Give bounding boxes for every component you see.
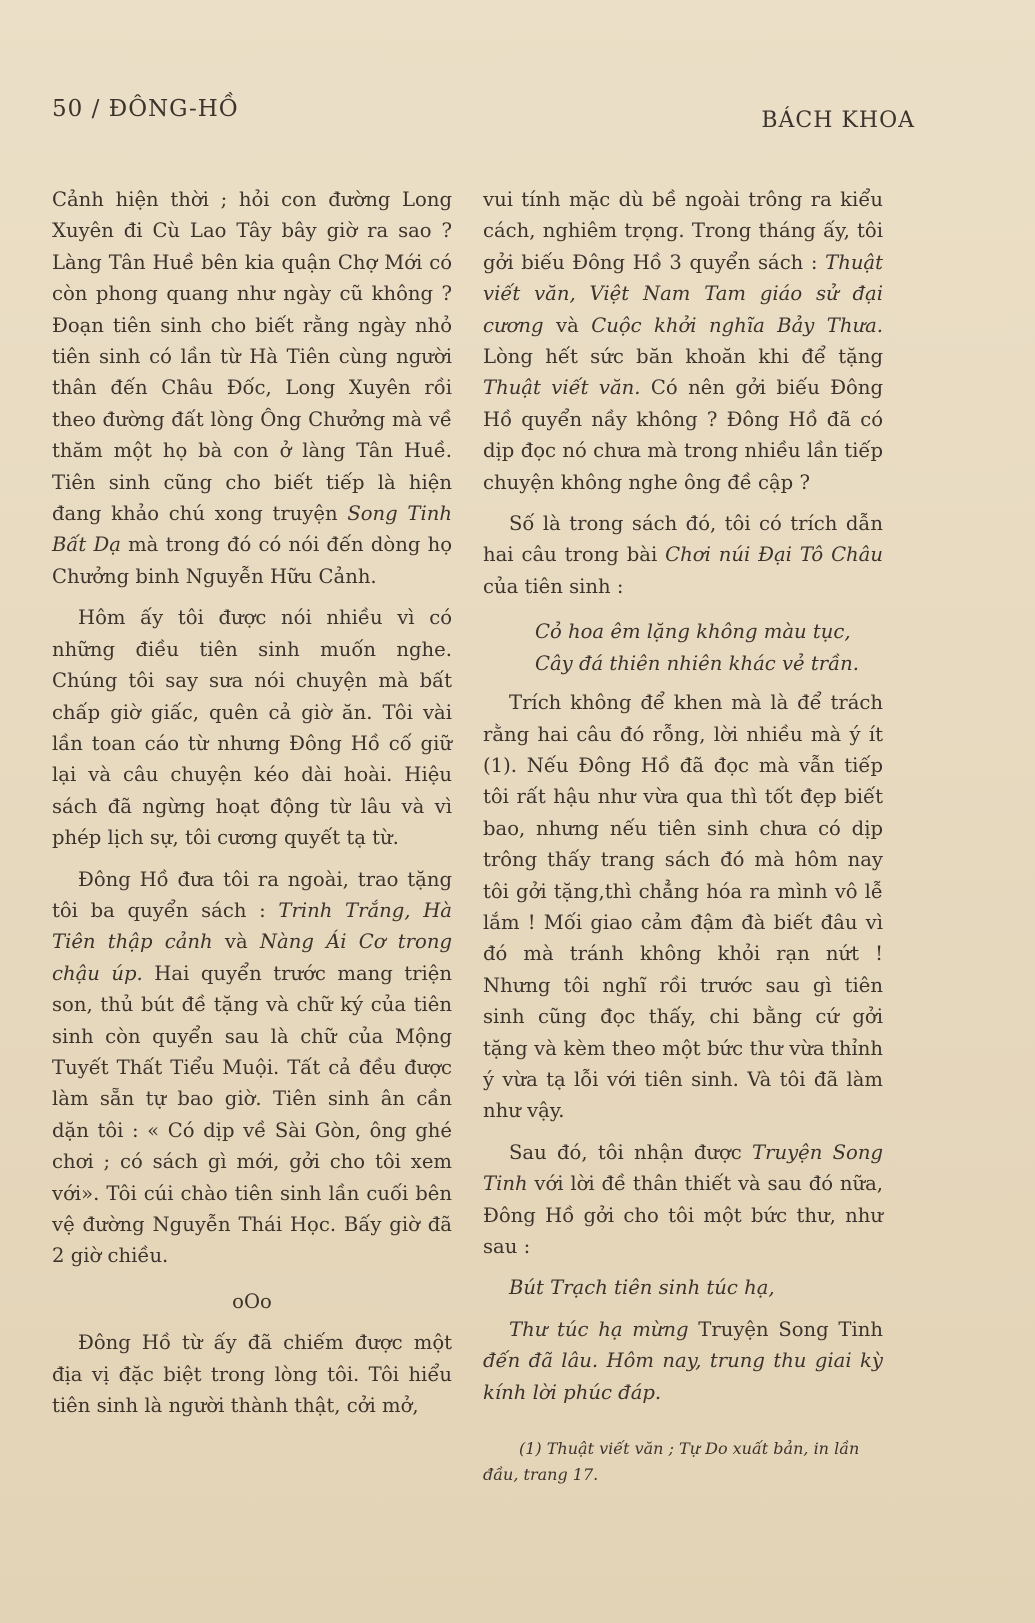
page-number-and-title: 50 / ĐÔNG-HỒ (52, 96, 239, 122)
poem-line: Cây đá thiên nhiên khác vẻ trần. (535, 651, 859, 675)
paragraph: Cảnh hiện thời ; hỏi con đường Long Xuyên đi Cù Lao Tây bây giờ ra sao ? Làng Tân Huề bên kia quận Chợ Mới có còn phong quang như ngày cũ không ? Đoạn tiên sinh cho biết rằng ngày nhỏ tiên sinh có lần từ Hà Tiên cùng người thân đến Châu Đốc, Long Xuyên rồi theo đường đất lòng Ông Chưởng mà về thăm một họ bà con ở làng Tân Huề. Tiên sinh cũng cho biết tiếp là hiện đang khảo chú xong truyện Song Tinh Bất Dạ mà trong đó có nói đến dòng họ Chưởng binh Nguyễn Hữu Cảnh. (52, 188, 452, 588)
paragraph: Số là trong sách đó, tôi có trích dẫn hai câu trong bài Chơi núi Đại Tô Châu của tiên sinh : (483, 512, 883, 598)
paragraph: Sau đó, tôi nhận được Truyện Song Tinh với lời đề thân thiết và sau đó nữa, Đông Hồ gởi cho tôi một bức thư, như sau : (483, 1140, 883, 1258)
paragraph: Đông Hồ đưa tôi ra ngoài, trao tặng tôi ba quyển sách : Trinh Trắng, Hà Tiên thập cảnh và Nàng Ái Cơ trong chậu úp. Hai quyển trước mang triện son, thủ bút đề tặng và chữ ký của tiên sinh còn quyển sau là chữ của Mộng Tuyết Thất Tiểu Muội. Tất cả đều được làm sẵn tự bao giờ. Tiên sinh ân cần dặn tôi : « Có dịp về Sài Gòn, ông ghé chơi ; có sách gì mới, gởi cho tôi xem với». Tôi cúi chào tiên sinh lần cuối bên vệ đường Nguyễn Thái Học. Bấy giờ đã 2 giờ chiều. (52, 867, 453, 1268)
letter-body: Thư túc hạ mừng Truyện Song Tinh đến đã lâu. Hôm nay, trung thu giai kỳ kính lời phúc đáp. (483, 1317, 884, 1404)
left-column (52, 184, 452, 1421)
paragraph: Đông Hồ từ ấy đã chiếm được một địa vị đặc biệt trong lòng tôi. Tôi hiểu tiên sinh là người thành thật, cởi mở, (52, 1331, 452, 1418)
section-separator: oOo (232, 1289, 272, 1313)
poem-line: Cỏ hoa êm lặng không màu tục, (535, 620, 851, 644)
letter-salutation: Bút Trạch tiên sinh túc hạ, (509, 1276, 775, 1300)
poem-quote (483, 616, 883, 679)
paragraph: vui tính mặc dù bề ngoài trông ra kiểu cách, nghiêm trọng. Trong tháng ấy, tôi gởi biếu Đông Hồ 3 quyển sách : Thuật viết văn, Việt Nam Tam giáo sử đại cương và Cuộc khởi nghĩa Bảy Thưa. Lòng hết sức băn khoăn khi để tặng Thuật viết văn. Có nên gởi biếu Đông Hồ quyển nầy không ? Đông Hồ đã có dịp đọc nó chưa mà trong nhiều lần tiếp chuyện không nghe ông đề cập ? (483, 188, 883, 494)
paragraph: Hôm ấy tôi được nói nhiều vì có những điều tiên sinh muốn nghe. Chúng tôi say sưa nói chuyện mà bất chấp giờ giấc, quên cả giờ ăn. Tôi vài lần toan cáo từ nhưng Đông Hồ cố giữ lại và câu chuyện kéo dài hoài. Hiệu sách đã ngừng hoạt động từ lâu và vì phép lịch sự, tôi cương quyết tạ từ. (52, 606, 452, 850)
magazine-title: BÁCH KHOA (761, 108, 915, 133)
paragraph: Trích không để khen mà là để trách rằng hai câu đó rỗng, lời nhiều mà ý ít (1). Nếu Đông Hồ đã đọc mà vẫn tiếp tôi rất hậu như vừa qua thì tốt đẹp biết bao, nhưng nếu tiên sinh chưa có dịp trông thấy trang sách đó mà hôm nay tôi gởi tặng,thì chẳng hóa ra mình vô lễ lắm ! Mối giao cảm đậm đà biết đâu vì đó mà tránh không khỏi rạn nứt ! Nhưng tôi nghĩ rồi trước sau gì tiên sinh cũng đọc thấy, chi bằng cứ gởi tặng và kèm theo một bức thư vừa thỉnh ý vừa tạ lỗi với tiên sinh. Và tôi đã làm như vậy. (483, 691, 883, 1123)
page-header (52, 96, 915, 136)
footnote: (1) Thuật viết văn ; Tự Do xuất bản, in lần đầu, trang 17. (483, 1439, 860, 1484)
right-column (483, 184, 883, 1408)
